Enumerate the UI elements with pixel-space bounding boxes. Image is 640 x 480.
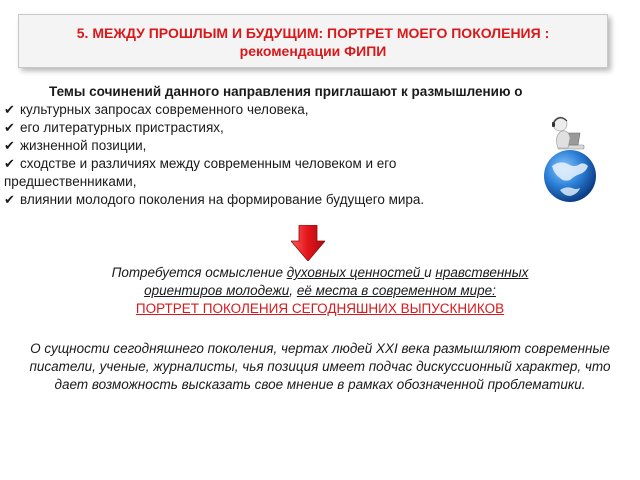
- checkmark-icon: ✔: [4, 138, 15, 153]
- slide-title-line2: рекомендации ФИПИ: [239, 43, 387, 59]
- checkmark-icon: ✔: [4, 156, 15, 171]
- checkmark-icon: ✔: [4, 102, 15, 117]
- topic-list: [4, 101, 544, 209]
- list-item: [4, 137, 544, 155]
- list-item-text: жизненной позиции,: [20, 138, 147, 153]
- list-item-text: сходстве и различиях между современным человеком и его: [20, 156, 397, 171]
- para1-text-2: и: [424, 265, 436, 280]
- checkmark-icon: ✔: [4, 192, 15, 207]
- generation-portrait-heading: ПОРТРЕТ ПОКОЛЕНИЯ СЕГОДНЯШНИХ ВЫПУСКНИКОВ: [135, 301, 505, 316]
- title-box: [18, 14, 608, 68]
- moral-link-part2: ориентиров молодежи: [144, 283, 290, 298]
- reflection-paragraph: [20, 264, 620, 318]
- spiritual-values-link: духовных ценностей: [286, 265, 425, 280]
- list-item: [4, 155, 544, 173]
- para1-text-1: Потребуется осмысление: [111, 265, 287, 280]
- down-arrow-icon: [291, 225, 325, 261]
- intro-text: Темы сочинений данного направления приглашают к размышлению о: [49, 84, 523, 99]
- list-item-text: его литературных пристрастиях,: [20, 120, 224, 135]
- globe-laptop-figure: [530, 108, 610, 204]
- essence-paragraph: О сущности сегодняшнего поколения, чертах людей XXI века размышляют современные писатели, ученые, журналисты, чья позиция имеет подчас дискуссионный характер, что дает возможность высказать свое мнение в рамках обозначенной проблематики.: [29, 341, 611, 392]
- list-item-text: культурных запросах современного человека,: [20, 102, 309, 117]
- slide-title-line1: 5. МЕЖДУ ПРОШЛЫМ И БУДУЩИМ: ПОРТРЕТ МОЕГО ПОКОЛЕНИЯ :: [76, 25, 550, 41]
- list-item-continuation: предшественниками,: [4, 174, 137, 189]
- para1-text-3: ,: [289, 283, 297, 298]
- moral-link-part1: нравственных: [435, 265, 529, 280]
- checkmark-icon: ✔: [4, 120, 15, 135]
- place-in-world-link: её места в современном мире:: [296, 283, 496, 298]
- list-item: [4, 101, 544, 119]
- list-item: [4, 119, 544, 137]
- list-item: [4, 191, 544, 209]
- list-item-text: влиянии молодого поколения на формирование будущего мира.: [20, 192, 425, 207]
